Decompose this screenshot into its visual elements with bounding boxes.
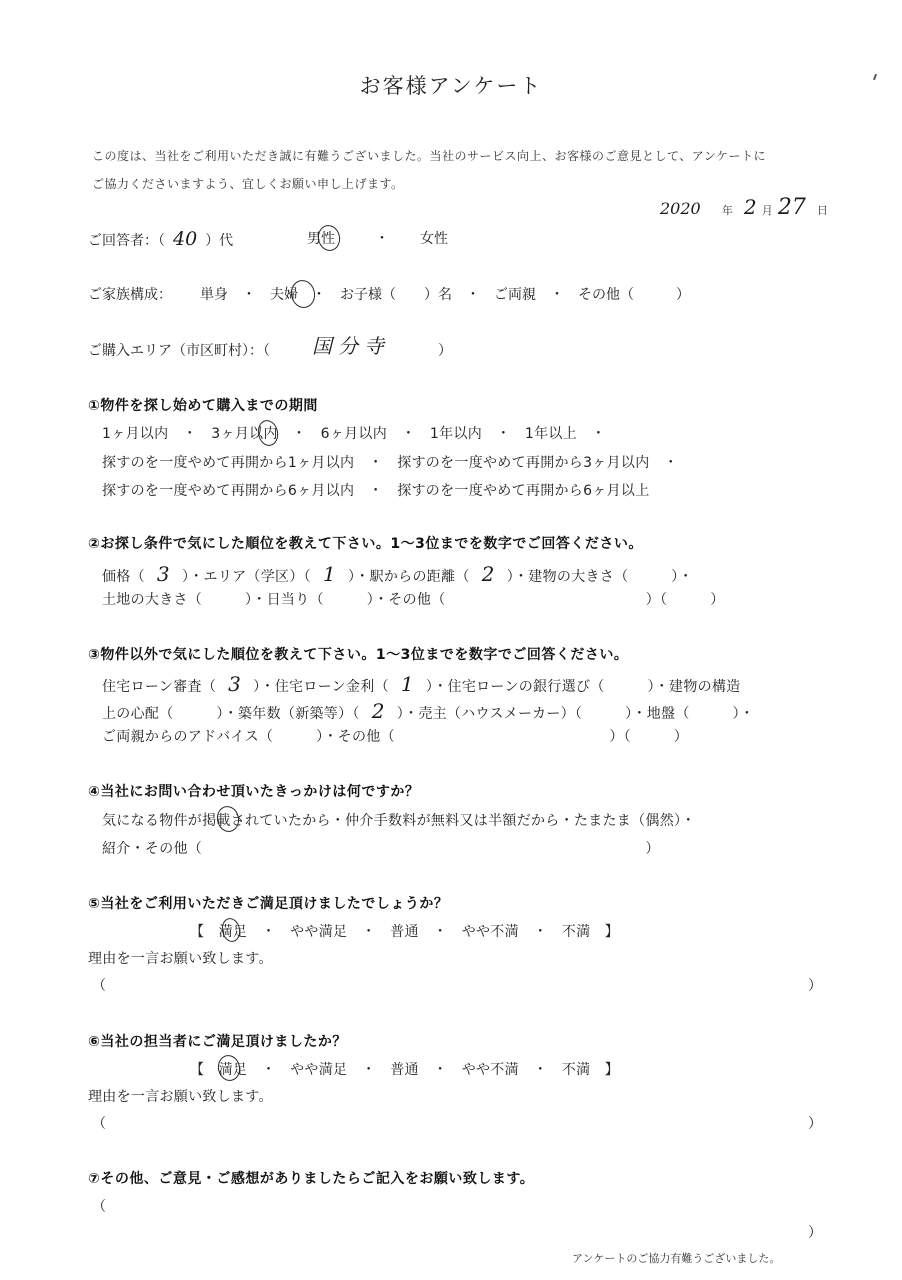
respondent-row [88,228,233,250]
q5-title: ⑤当社をご利用いただきご満足頂けましたでしょうか？ [88,896,449,912]
q1-line-2: 探すのを一度やめて再開から1ヶ月以内 ・ 探すのを一度やめて再開から3ヶ月以内 ・ [102,455,679,471]
q5-options: 【 満足 ・ やや満足 ・ 普通 ・ やや不満 ・ 不満 】 [190,924,619,940]
date-month-unit: 月 [761,204,773,217]
q6-reason-label: 理由を一言お願い致します。 [88,1089,273,1105]
q3-loan-review-label: 住宅ローン審査（ [102,679,217,695]
area-label: ご購入エリア（市区町村）：（ [88,343,270,359]
q1-line-1: 1ヶ月以内 ・ 3ヶ月以内 ・ 6ヶ月以内 ・ 1年以内 ・ 1年以上 ・ [102,426,606,442]
respondent-sep: ・ [375,231,389,247]
area-close: ） [438,343,452,359]
q2-line-2: 土地の大きさ（ ）・日当り（ ）・その他（ ）（ ） [102,592,725,608]
respondent-male: 男性 [307,231,335,247]
q3-line-2 [102,699,754,723]
q3-title: ③物件以外で気にした順位を教えて下さい。1～3位までを数字でご回答ください。 [88,647,629,663]
family-label: ご家族構成： [88,287,172,303]
date-month: 2 [743,195,757,219]
q5-reason-close: ） [808,978,823,994]
footer-thanks: アンケートのご協力有難うございました。 [572,1252,781,1265]
q7-open: （ [92,1199,107,1215]
q6-title: ⑥当社の担当者にご満足頂けましたか？ [88,1034,347,1050]
respondent-female: 女性 [420,231,448,247]
q2-area-rank: 1 [322,562,336,586]
q3-loan-rate-label: ）・住宅ローン金利（ [253,679,389,695]
q3-age-label: 上の心配（ ）・築年数（新築等）（ [102,706,360,722]
family-options: 単身 ・ 夫婦 ・ お子様（ ）名 ・ ご両親 ・ その他（ ） [200,287,690,303]
q3-line-1 [102,672,741,696]
page-title: お客様アンケート [359,74,543,98]
date-day: 27 [777,195,806,220]
q3-loan-review-rank: 3 [228,672,242,696]
q3-age-rank: 2 [371,699,385,723]
intro-line-1: この度は、当社をご利用いただき誠に有難うございました。当社のサービス向上、お客様のご意見として、アンケートに [92,149,767,163]
q2-title: ②お探し条件で気にした順位を教えて下さい。1～3位までを数字でご回答ください。 [88,536,643,552]
q5-reason-open: （ [92,978,107,994]
q3-seller-label: ）・売主（ハウスメーカー）（ ）・地盤（ ）・ [396,706,755,722]
q4-title: ④当社にお問い合わせ頂いたきっかけは何ですか？ [88,784,420,800]
date-year: 2020 [660,199,701,218]
q2-building-label: ）・建物の大きさ（ ）・ [506,569,693,585]
respondent-label: ご回答者：（ [88,233,165,249]
area-value: 国分寺 [312,334,390,358]
q1-title: ①物件を探し始めて購入までの期間 [88,398,318,414]
q3-loan-rate-rank: 1 [400,672,414,696]
q2-line-1 [102,562,693,586]
q3-bank-label: ）・住宅ローンの銀行選び（ ）・建物の構造 [425,679,741,695]
q4-line-1: 気になる物件が掲載されていたから・仲介手数料が無料又は半額だから・たまたま（偶然）・ [102,813,696,829]
q2-price-rank: 3 [156,562,170,586]
respondent-age-suffix: ）代 [205,233,234,249]
q2-price-label: 価格（ [102,569,145,585]
q7-title: ⑦その他、ご意見・ご感想がありましたらご記入をお願い致します。 [88,1171,535,1187]
q5-reason-label: 理由を一言お願い致します。 [88,951,273,967]
q2-station-label: ）・駅からの距離（ [347,569,470,585]
q4-line-2: 紹介・その他（ ） [102,841,660,857]
date-day-unit: 日 [816,204,828,217]
q2-station-rank: 2 [481,562,495,586]
q3-line-3: ご両親からのアドバイス（ ）・その他（ ）（ ） [102,729,689,745]
q7-close: ） [808,1225,823,1241]
respondent-age: 40 [173,228,198,250]
couple-selection-circle [288,278,317,310]
q6-options: 【 満足 ・ やや満足 ・ 普通 ・ やや不満 ・ 不満 】 [190,1062,619,1078]
q6-reason-open: （ [92,1116,107,1132]
date-row [660,195,828,220]
date-year-unit: 年 [721,204,733,217]
q6-reason-close: ） [808,1116,823,1132]
q1-line-3: 探すのを一度やめて再開から6ヶ月以内 ・ 探すのを一度やめて再開から6ヶ月以上 [102,483,650,499]
intro-line-2: ご協力くださいますよう、宜しくお願い申し上げます。 [92,177,404,191]
q2-area-label: ）・エリア（学区）（ [181,569,311,585]
